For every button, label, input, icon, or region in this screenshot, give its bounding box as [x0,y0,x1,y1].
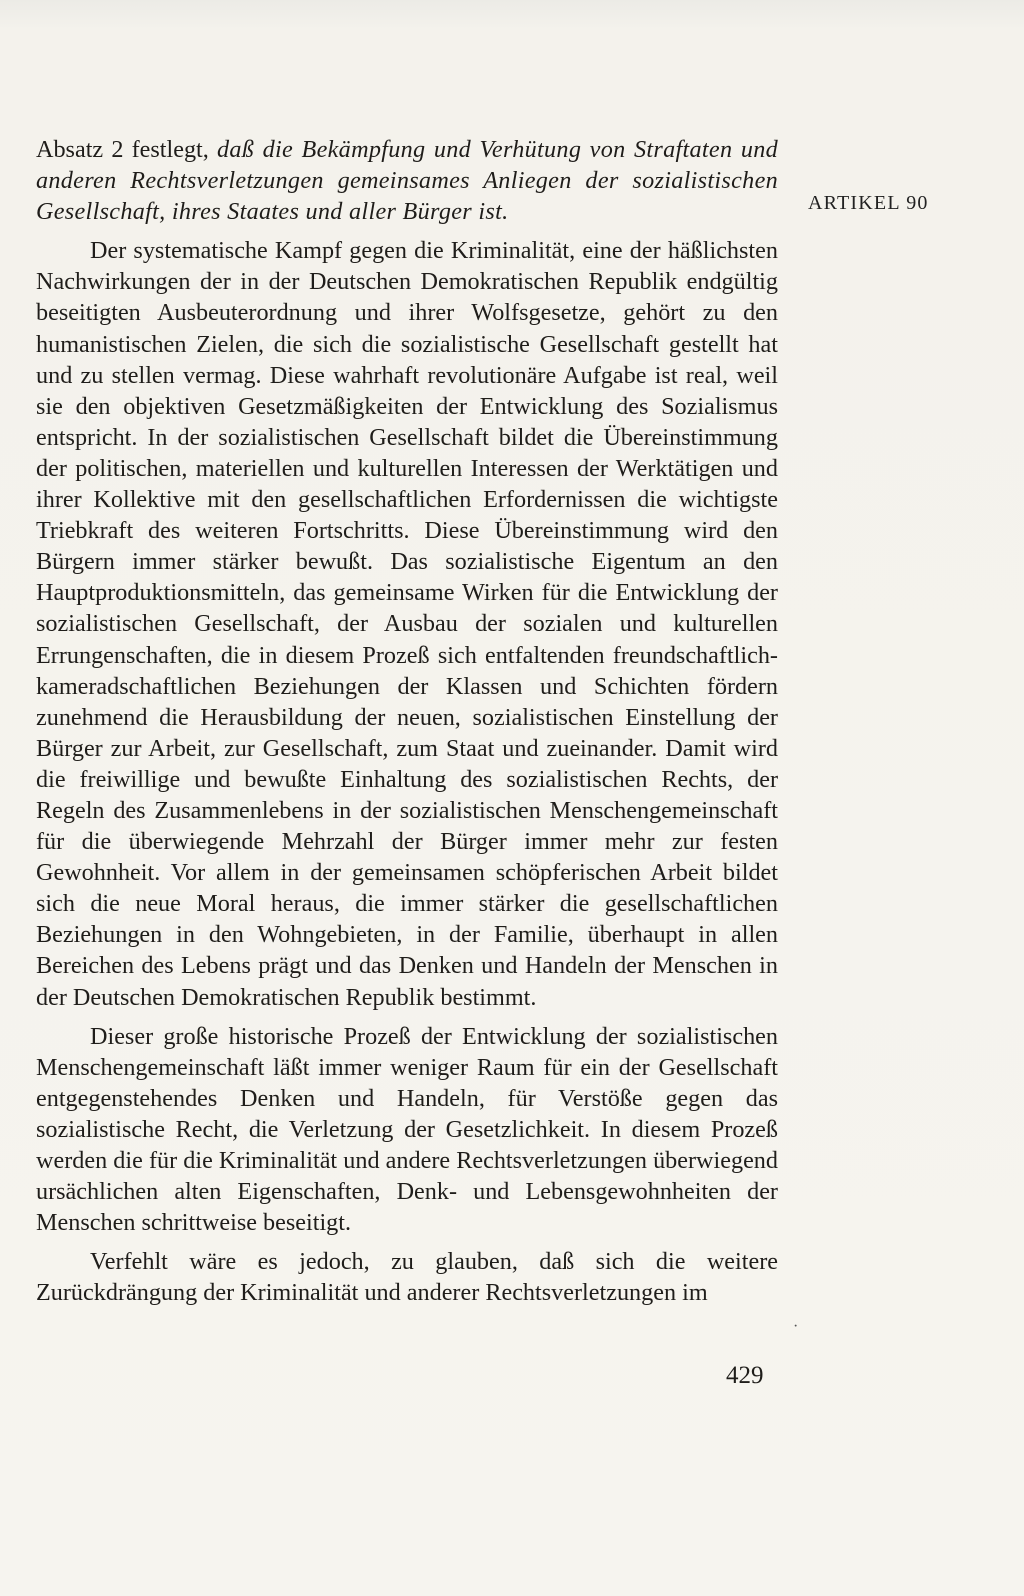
paragraph-lead: Absatz 2 festlegt, [36,136,217,163]
paragraph-continuation [36,134,778,227]
body-text [36,134,778,1316]
paragraph: Der systematische Kampf gegen die Kriminalität, eine der häßlichsten Nachwirkungen der in der Deutschen Demokratischen Republik endgültig beseitigten Ausbeuterordnung und ihrer Wolfsgesetze, gehört zu den humanistischen Zielen, die sich die sozialistische Gesellschaft gestellt hat und zu stellen vermag. Diese wahrhaft revolutionäre Aufgabe ist real, weil sie den objektiven Gesetzmäßigkeiten der Entwicklung des Sozialismus entspricht. In der sozialistischen Gesellschaft bildet die Übereinstimmung der politischen, materiellen und kulturellen Interessen der Werktätigen und ihrer Kollektive mit den gesellschaftlichen Erfordernissen die wichtigste Triebkraft des weiteren Fortschritts. Diese Übereinstimmung wird den Bürgern immer stärker bewußt. Das sozialistische Eigentum an den Hauptproduktionsmitteln, das gemeinsame Wirken für die Entwicklung der sozialistischen Gesellschaft, der Ausbau der sozialen und kulturellen Errungenschaften, die in diesem Prozeß sich entfaltenden freundschaftlich-kameradschaftlichen Beziehungen der Klassen und Schichten fördern zunehmend die Herausbildung der neuen, sozialistischen Einstellung der Bürger zur Arbeit, zur Gesellschaft, zum Staat und zueinander. Damit wird die freiwillige und bewußte Einhaltung des sozialistischen Rechts, der Regeln des Zusammenlebens in der sozialistischen Menschengemeinschaft für die überwiegende Mehrzahl der Bürger immer mehr zur festen Gewohnheit. Vor allem in der gemeinsamen schöpferischen Arbeit bildet sich die neue Moral heraus, die immer stärker die gesellschaftlichen Beziehungen in den Wohngebieten, in der Familie, überhaupt in allen Bereichen des Lebens prägt und das Denken und Handeln der Menschen in der Deutschen Demokratischen Republik bestimmt. [36,237,778,1011]
paragraph-emphasis: daß die Bekämpfung und Verhütung von Straftaten und anderen Rechtsverletzungen gemeinsames Anliegen der sozialistischen Gesellschaft, ihres Staates und aller Bürger ist. [36,136,779,226]
paragraph: Verfehlt wäre es jedoch, zu glauben, daß sich die weitere Zurückdrängung der Kriminalität und anderer Rechtsverletzungen im [36,1248,778,1307]
page-number: 429 [726,1362,764,1389]
margin-dot: · [793,1318,799,1335]
margin-note-article: ARTIKEL 90 [808,192,929,214]
paragraph: Dieser große historische Prozeß der Entwicklung der sozialistischen Menschengemeinschaft läßt immer weniger Raum für ein der Gesellschaft entgegenstehendes Denken und Handeln, für Verstöße gegen das sozialistische Recht, die Verletzung der Gesetzlichkeit. In diesem Prozeß werden die für die Kriminalität und andere Rechtsverletzungen überwiegend ursächlichen alten Eigenschaften, Denk- und Lebensgewohnheiten der Menschen schrittweise beseitigt. [36,1022,778,1237]
